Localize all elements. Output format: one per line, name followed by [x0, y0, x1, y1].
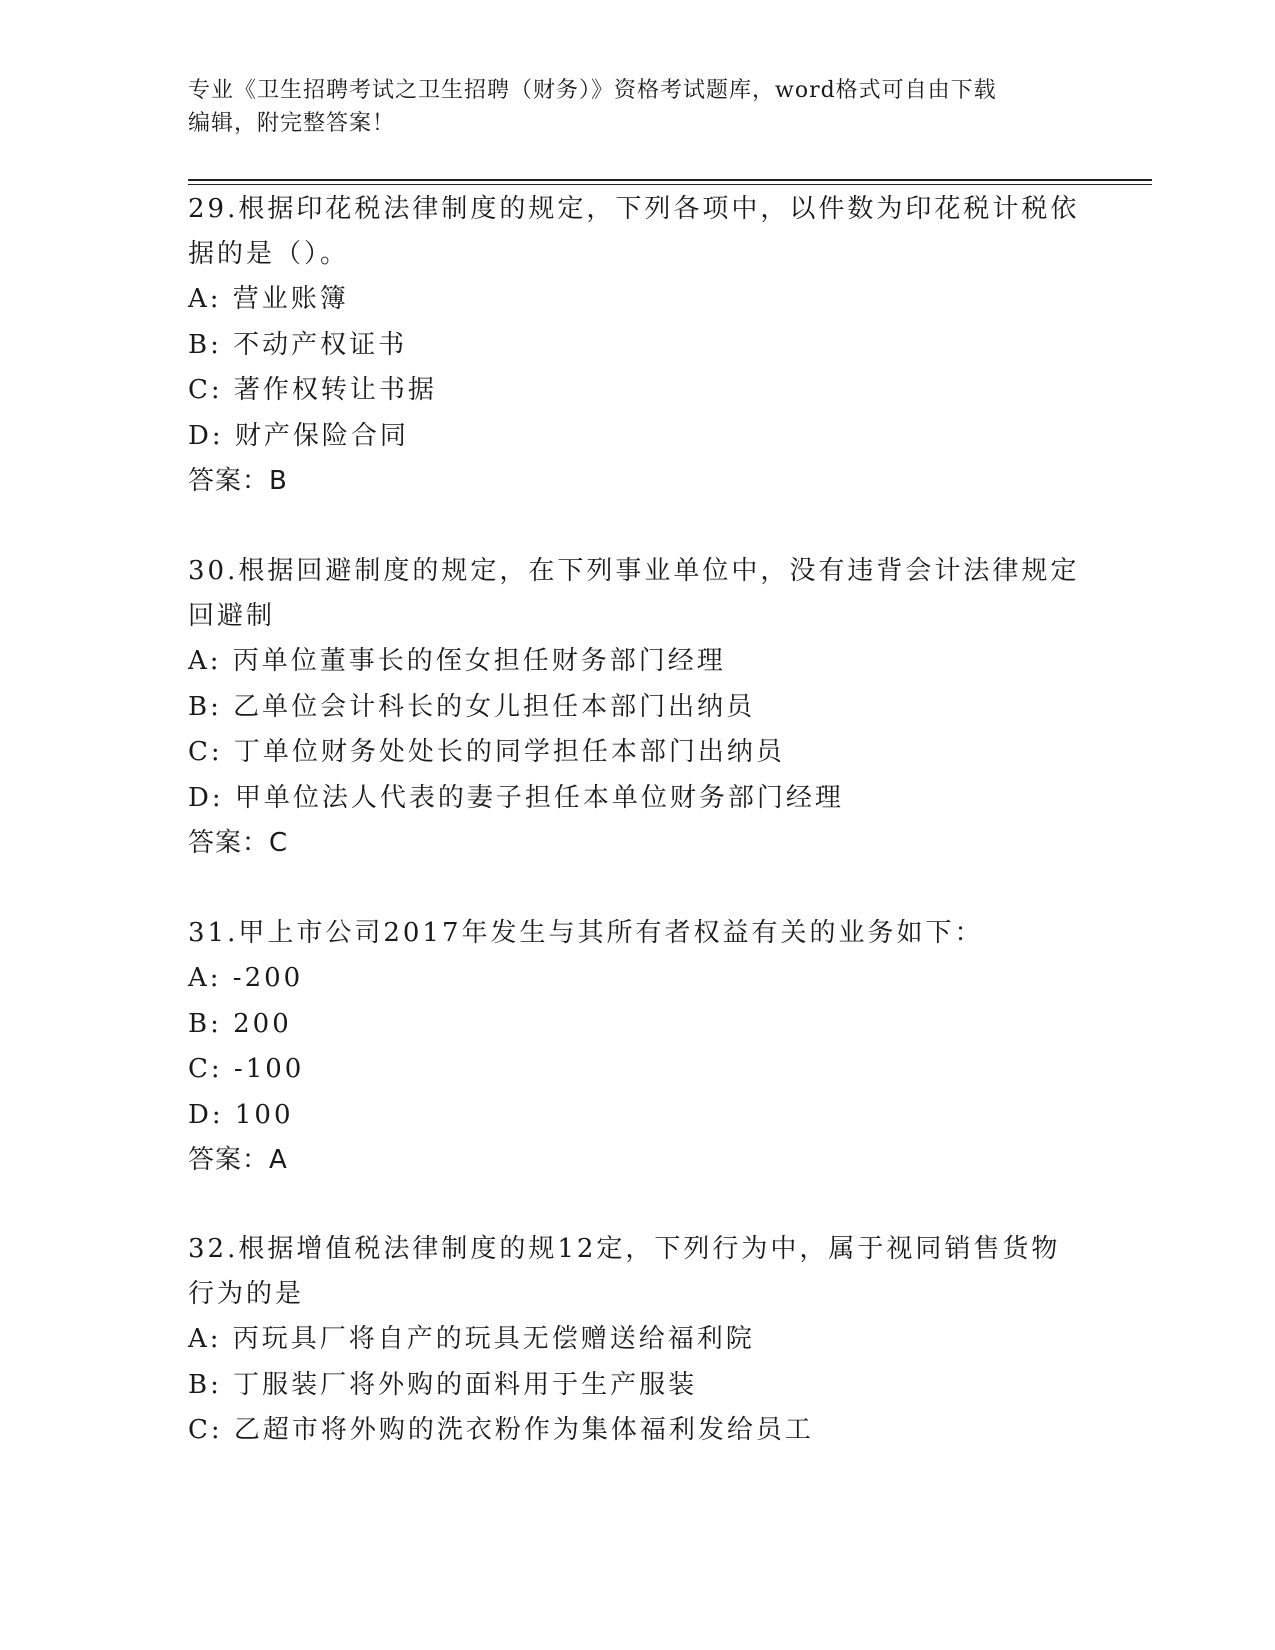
question-stem-line-1: 32.根据增值税法律制度的规12定，下列行为中，属于视同销售货物 [188, 1234, 1061, 1264]
question-stem-line-1: 30.根据回避制度的规定，在下列事业单位中，没有违背会计法律规定 [188, 556, 1080, 586]
question-stem-line-1: 31.甲上市公司2017年发生与其所有者权益有关的业务如下： [188, 918, 984, 948]
option-d: D: 100 [188, 1099, 294, 1130]
question-stem-line-2: 行为的是 [188, 1279, 305, 1309]
header-line-2: 编辑，附完整答案！ [188, 111, 396, 136]
option-c: C: 乙超市将外购的洗衣粉作为集体福利发给员工 [188, 1415, 814, 1445]
header-line-1: 专业《卫生招聘考试之卫生招聘（财务）》资格考试题库，word格式可自由下载 [188, 78, 997, 103]
option-d: D: 甲单位法人代表的妻子担任本单位财务部门经理 [188, 782, 844, 813]
question-31 [188, 911, 1088, 1183]
option-a: A: 丙玩具厂将自产的玩具无偿赠送给福利院 [188, 1324, 755, 1354]
document-header [188, 74, 1088, 140]
option-d: D: 财产保险合同 [188, 420, 409, 451]
option-c: C: 丁单位财务处处长的同学担任本部门出纳员 [188, 737, 785, 767]
answer-label: 答案：C [188, 828, 289, 858]
option-c: C: 著作权转让书据 [188, 375, 437, 405]
header-rule-thin [188, 184, 1152, 185]
question-32 [188, 1227, 1088, 1454]
option-b: B: 200 [188, 1008, 292, 1039]
question-30 [188, 549, 1088, 866]
option-b: B: 丁服装厂将外购的面料用于生产服装 [188, 1369, 698, 1400]
option-a: A: 营业账簿 [188, 284, 349, 314]
question-29 [188, 187, 1088, 504]
option-a: A: -200 [188, 963, 304, 993]
answer-label: 答案：A [188, 1145, 288, 1175]
answer-label: 答案：B [188, 466, 288, 496]
header-rule-thick [188, 179, 1152, 181]
question-stem-line-2: 据的是（）。 [188, 239, 350, 269]
option-a: A: 丙单位董事长的侄女担任财务部门经理 [188, 646, 726, 676]
option-c: C: -100 [188, 1054, 305, 1084]
question-stem-line-2: 回避制 [188, 601, 276, 631]
question-stem-line-1: 29.根据印花税法律制度的规定，下列各项中，以件数为印花税计税依 [188, 194, 1080, 224]
option-b: B: 不动产权证书 [188, 329, 408, 360]
option-b: B: 乙单位会计科长的女儿担任本部门出纳员 [188, 691, 756, 722]
